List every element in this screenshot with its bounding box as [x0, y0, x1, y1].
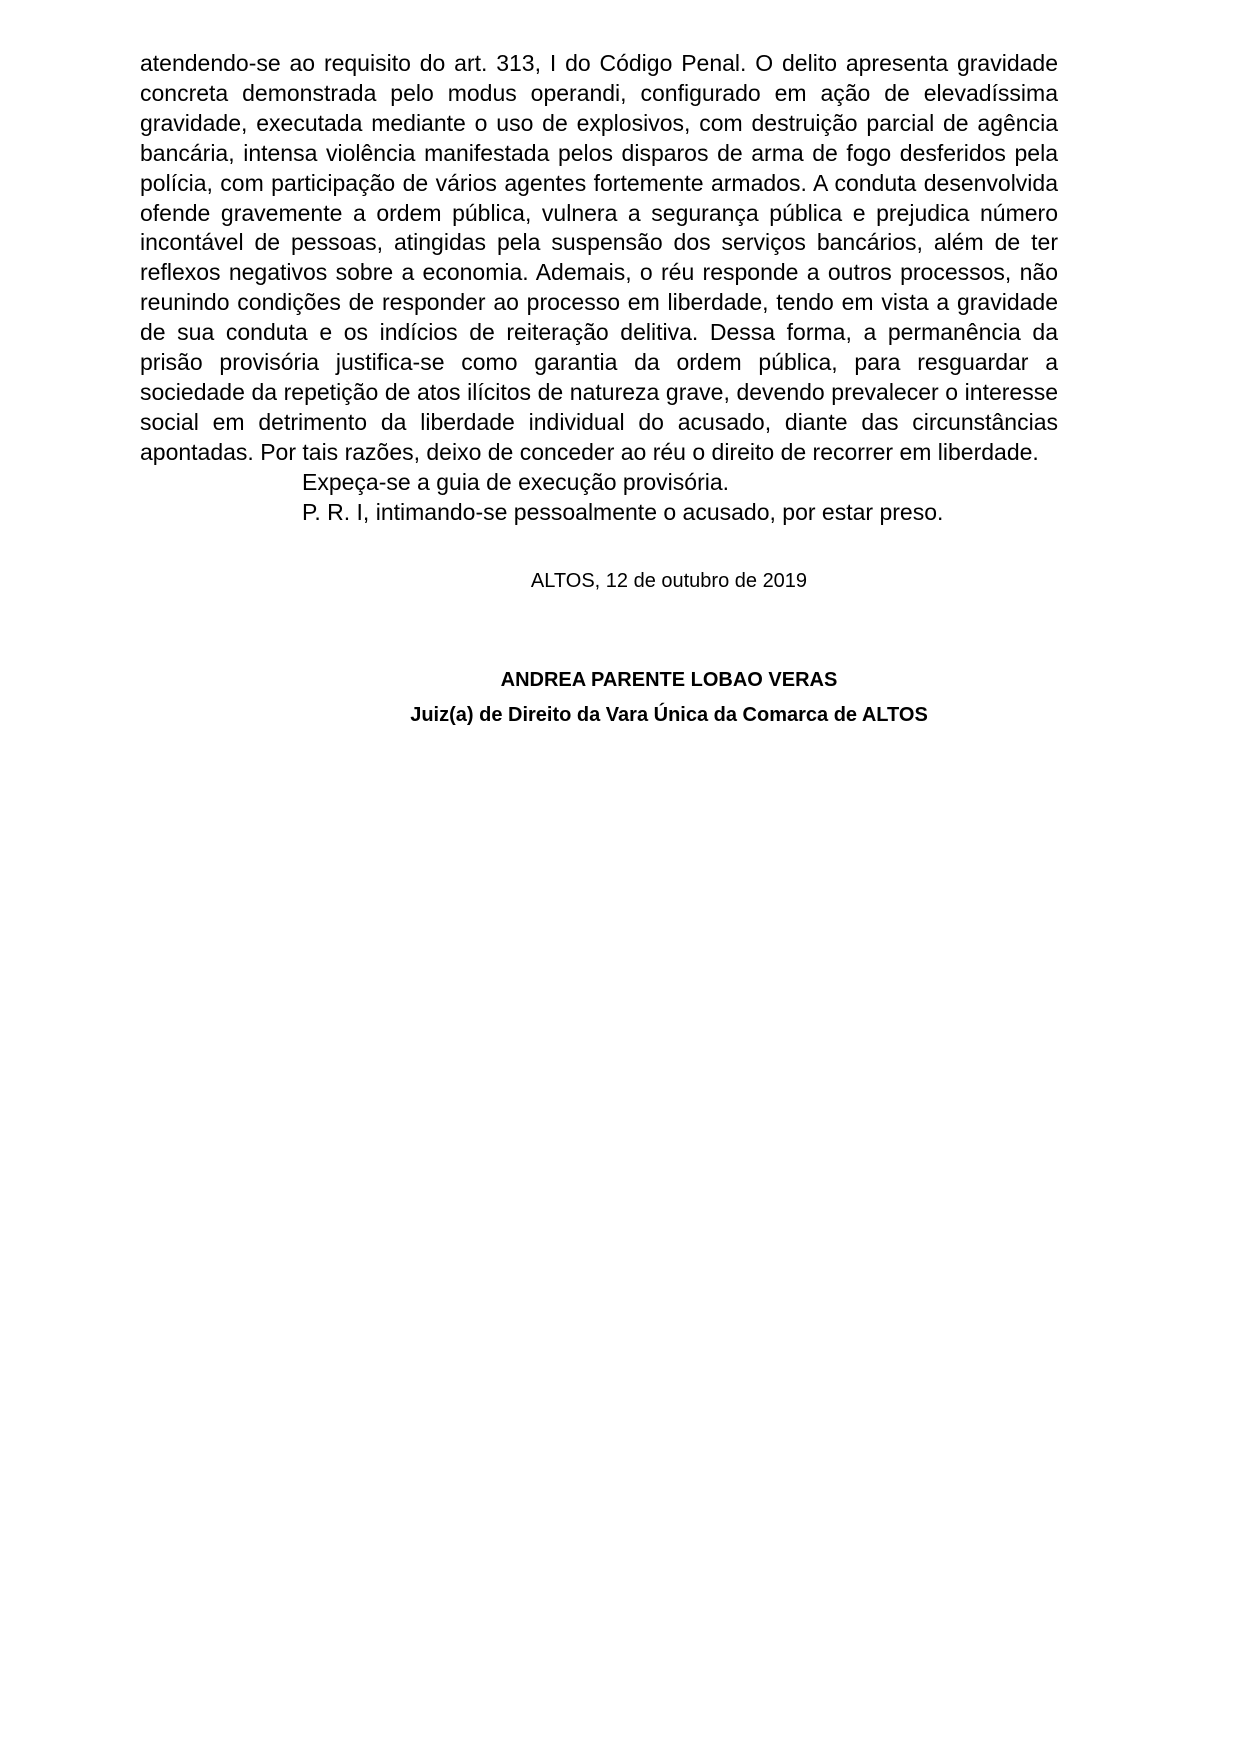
signature-block [140, 663, 1058, 733]
place-and-date-line: ALTOS, 12 de outubro de 2019 [530, 569, 808, 592]
order-line-pri: P. R. I, intimando-se pessoalmente o acusado, por estar preso. [302, 498, 944, 525]
document-content [140, 49, 1058, 733]
order-line-execution-guide: Expeça-se a guia de execução provisória. [302, 468, 730, 495]
decision-body-paragraph: atendendo-se ao requisito do art. 313, I do Código Penal. O delito apresenta gravidade concreta demonstrada pelo modus operandi, configurado em ação de elevadíssima gravidade, executada mediante o uso de explosivos, com destruição parcial de agência bancária, intensa violência manifestada pelos disparos de arma de fogo desferidos pela polícia, com participação de vários agentes fortemente armados. A conduta desenvolvida ofende gravemente a ordem pública, vulnera a segurança pública e prejudica número incontável de pessoas, atingidas pela suspensão dos serviços bancários, além de ter reflexos negativos sobre a economia. Ademais, o réu responde a outros processos, não reunindo condições de responder ao processo em liberdade, tendo em vista a gravidade de sua conduta e os indícios de reiteração delitiva. Dessa forma, a permanência da prisão provisória justifica-se como garantia da ordem pública, para resguardar a sociedade da repetição de atos ilícitos de natureza grave, devendo prevalecer o interesse social em detrimento da liberdade individual do acusado, diante das circunstâncias apontadas. Por tais razões, deixo de conceder ao réu o direito de recorrer em liberdade. [140, 50, 1058, 465]
judge-name: ANDREA PARENTE LOBAO VERAS [500, 668, 838, 691]
judge-title: Juiz(a) de Direito da Vara Única da Comarca de ALTOS [410, 703, 928, 726]
